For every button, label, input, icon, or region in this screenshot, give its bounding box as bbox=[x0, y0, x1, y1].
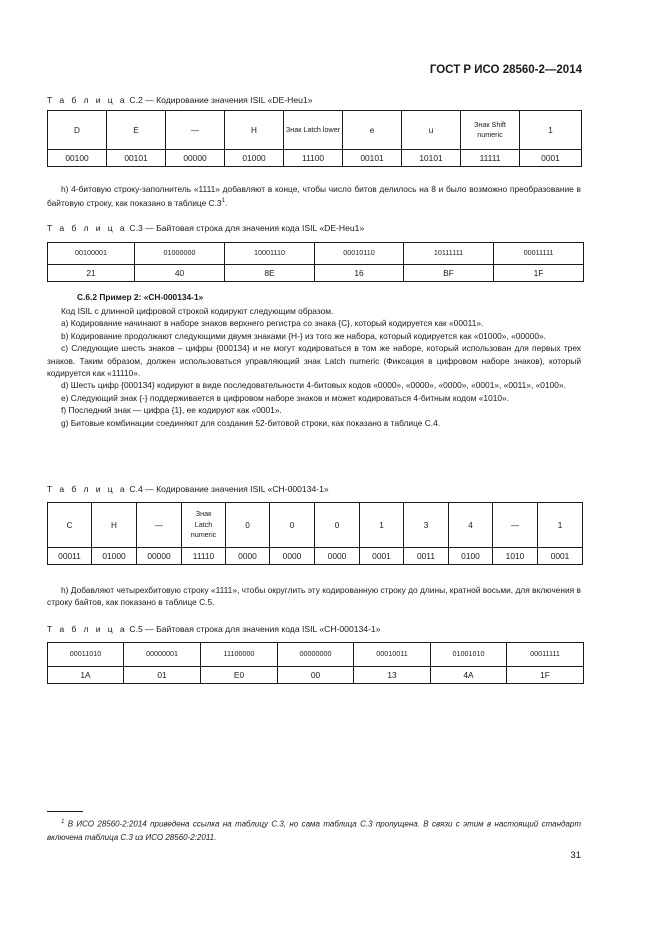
footnote-ref: 1 bbox=[221, 198, 225, 205]
caption-prefix: Т а б л и ц а bbox=[47, 223, 127, 233]
table-c3-bits-cell: 00011111 bbox=[494, 243, 584, 265]
table-c4-value-cell: 0000 bbox=[270, 548, 315, 565]
table-c5-hex-cell: 1F bbox=[507, 667, 584, 684]
table-c2-value-cell: 00101 bbox=[107, 150, 166, 167]
table-c2-head-cell: E bbox=[107, 111, 166, 150]
table-c4-head-cell: 0 bbox=[270, 503, 315, 548]
table-c3-hex-cell: BF bbox=[404, 265, 494, 282]
paragraph: g) Битовые комбинации соединяют для создания 52-битовой строки, как показано в таблице С.4. bbox=[61, 417, 441, 428]
table-c3-hex-cell: 16 bbox=[315, 265, 404, 282]
table-c3-bits-cell: 00010110 bbox=[315, 243, 404, 265]
caption-text: С.3 — Байтовая строка для значения кода ISIL «DE-Heu1» bbox=[127, 223, 365, 233]
footnote bbox=[47, 816, 581, 844]
table-c5-bits-cell: 01001010 bbox=[431, 643, 507, 667]
table-c2 bbox=[47, 110, 582, 167]
paragraph: e) Следующий знак {-} поддерживается в цифровом наборе знаков и может кодироваться 4-битным кодом «1010». bbox=[61, 392, 510, 403]
paragraph-h1-text: h) 4-битовую строку-заполнитель «1111» добавляют в конце, чтобы число битов делилось на 8 и было возможно преобразование в байтовую строку, как показано в таблице С.3 bbox=[47, 184, 581, 209]
table-c5-bits-cell: 00000000 bbox=[278, 643, 354, 667]
table-c2-head-cell: D bbox=[48, 111, 107, 150]
table-c4-head-cell: H bbox=[92, 503, 137, 548]
caption-prefix: Т а б л и ц а bbox=[47, 624, 127, 634]
table-c5 bbox=[47, 642, 584, 684]
table-c3-bits-cell: 10111111 bbox=[404, 243, 494, 265]
table-c5-hex-cell: 4A bbox=[431, 667, 507, 684]
table-c5-bits-cell: 11100000 bbox=[201, 643, 278, 667]
table-c2-caption bbox=[47, 95, 312, 105]
caption-text: С.4 — Кодирование значения ISIL «CH-000134-1» bbox=[127, 484, 329, 494]
paragraph-h1 bbox=[47, 183, 581, 210]
table-c5-hex-cell: 00 bbox=[278, 667, 354, 684]
table-c4-value-cell: 00000 bbox=[137, 548, 182, 565]
page-number: 31 bbox=[570, 850, 581, 861]
table-c5-bits-cell: 00010011 bbox=[354, 643, 431, 667]
table-c2-head-cell: e bbox=[343, 111, 402, 150]
table-c2-value-cell: 00100 bbox=[48, 150, 107, 167]
table-c3-bits-cell: 00100001 bbox=[48, 243, 135, 265]
paragraph: c) Следующие шесть знаков – цифры {000134} и не могут кодироваться в том же наборе, который использован для первых трех знаков. Таким образом, должен использоваться управляющий знак Latch numeric (Фиксация в цифровом наборе знаков), который кодируется как «11110». bbox=[47, 343, 581, 379]
table-c2-value-cell: 11111 bbox=[461, 150, 520, 167]
example-2-body bbox=[47, 305, 581, 429]
table-c5-hex-cell: 1A bbox=[48, 667, 124, 684]
table-c2-value-cell: 0001 bbox=[520, 150, 582, 167]
table-c4-value-cell: 0000 bbox=[226, 548, 270, 565]
table-c4-value-cell: 0100 bbox=[449, 548, 493, 565]
table-c3-bits-cell: 10001110 bbox=[225, 243, 315, 265]
table-c2-head-cell: u bbox=[402, 111, 461, 150]
caption-prefix: Т а б л и ц а bbox=[47, 484, 127, 494]
table-c2-head-cell: — bbox=[166, 111, 225, 150]
table-c4-head-cell: 1 bbox=[538, 503, 583, 548]
table-c4-head-cell: 3 bbox=[404, 503, 449, 548]
table-c4-value-cell: 01000 bbox=[92, 548, 137, 565]
table-c5-hex-cell: E0 bbox=[201, 667, 278, 684]
table-c4-value-cell: 00011 bbox=[48, 548, 92, 565]
table-c4-head-cell: — bbox=[493, 503, 538, 548]
table-c2-value-cell: 01000 bbox=[225, 150, 284, 167]
table-c5-bits-cell: 00011111 bbox=[507, 643, 584, 667]
section-title: С.6.2 Пример 2: «CH-000134-1» bbox=[77, 292, 204, 302]
table-c3-bits-cell: 01000000 bbox=[135, 243, 225, 265]
table-c5-bits-cell: 00011010 bbox=[48, 643, 124, 667]
table-c5-hex-cell: 01 bbox=[124, 667, 201, 684]
table-c3 bbox=[47, 242, 584, 282]
table-c4-value-cell: 0001 bbox=[360, 548, 404, 565]
table-c2-value-cell: 00000 bbox=[166, 150, 225, 167]
caption-prefix: Т а б л и ц а bbox=[47, 95, 127, 105]
table-c2-head-cell: H bbox=[225, 111, 284, 150]
paragraph-h2: h) Добавляют четырехбитовую строку «1111», чтобы округлить эту кодированную строку до длины, кратной восьми, для включения в строку байтов, как показано в таблице С.5. bbox=[47, 585, 581, 608]
table-c4-value-cell: 0001 bbox=[538, 548, 583, 565]
footnote-separator bbox=[47, 811, 83, 812]
table-c4-value-cell: 0000 bbox=[315, 548, 360, 565]
table-c4-head-cell: — bbox=[137, 503, 182, 548]
caption-text: С.2 — Кодирование значения ISIL «DE-Heu1» bbox=[127, 95, 313, 105]
table-c5-caption bbox=[47, 624, 381, 634]
paragraph: a) Кодирование начинают в наборе знаков верхнего регистра со знака {C}, который кодируется как «00011». bbox=[61, 318, 484, 329]
table-c4-head-cell: Знак Latch numeric bbox=[182, 503, 226, 548]
paragraph: d) Шесть цифр {000134} кодируют в виде последовательности 4-битовых кодов «0000», «0000», «0000», «0001», «0011», «0100». bbox=[61, 380, 566, 391]
table-c4-head-cell: 4 bbox=[449, 503, 493, 548]
table-c4 bbox=[47, 502, 583, 565]
table-c2-head-cell: Знак Shift numeric bbox=[461, 111, 520, 150]
table-c3-hex-cell: 40 bbox=[135, 265, 225, 282]
paragraph: Код ISIL с длинной цифровой строкой кодируют следующим образом. bbox=[61, 306, 334, 316]
paragraph: b) Кодирование продолжают следующими двумя знаками {H-} из того же набора, который кодируется как «01000», «00000». bbox=[61, 330, 547, 341]
table-c4-head-cell: 0 bbox=[315, 503, 360, 548]
table-c2-value-cell: 11100 bbox=[284, 150, 343, 167]
table-c3-hex-cell: 8E bbox=[225, 265, 315, 282]
paragraph-h1-end: . bbox=[224, 198, 228, 209]
table-c3-hex-cell: 1F bbox=[494, 265, 584, 282]
table-c4-caption bbox=[47, 484, 329, 494]
table-c2-value-cell: 10101 bbox=[402, 150, 461, 167]
paragraph: f) Последний знак — цифра {1}, ее кодируют как «0001». bbox=[61, 405, 282, 416]
table-c4-value-cell: 11110 bbox=[182, 548, 226, 565]
table-c2-head-cell: 1 bbox=[520, 111, 582, 150]
document-header: ГОСТ Р ИСО 28560-2—2014 bbox=[429, 64, 582, 76]
table-c2-value-cell: 00101 bbox=[343, 150, 402, 167]
table-c2-head-cell: Знак Latch lower bbox=[284, 111, 343, 150]
caption-text: С.5 — Байтовая строка для значения кода ISIL «CH-000134-1» bbox=[127, 624, 381, 634]
footnote-mark: 1 bbox=[61, 819, 65, 825]
table-c5-bits-cell: 00000001 bbox=[124, 643, 201, 667]
table-c5-hex-cell: 13 bbox=[354, 667, 431, 684]
table-c4-head-cell: 1 bbox=[360, 503, 404, 548]
table-c4-head-cell: C bbox=[48, 503, 92, 548]
table-c4-value-cell: 1010 bbox=[493, 548, 538, 565]
table-c3-hex-cell: 21 bbox=[48, 265, 135, 282]
table-c4-head-cell: 0 bbox=[226, 503, 270, 548]
table-c3-caption bbox=[47, 223, 364, 233]
table-c4-value-cell: 0011 bbox=[404, 548, 449, 565]
footnote-text: В ИСО 28560-2:2014 приведена ссылка на таблицу С.3, но сама таблица С.3 пропущена. В связи с этим в настоящий стандарт включена таблица С.3 из ИСО 28560-2:2011. bbox=[47, 819, 581, 842]
